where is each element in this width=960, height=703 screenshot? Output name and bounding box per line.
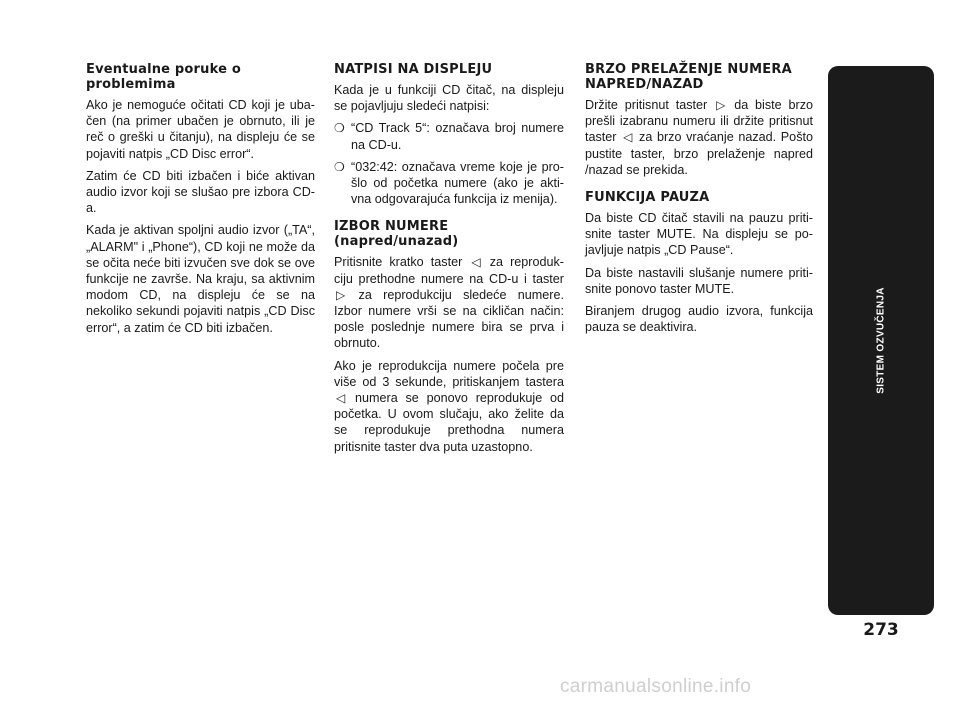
prev-arrow-icon: ◁ bbox=[471, 255, 481, 270]
section-side-tab bbox=[828, 66, 934, 615]
paragraph: Ako je nemoguće očitati CD koji je uba-čen (na primer ubačen je obrnuto, ili je reč o greški u čitanju), na displeju će se pojaviti natpis „CD Disc error“. bbox=[86, 98, 315, 161]
list-item bbox=[334, 120, 564, 152]
column-middle bbox=[334, 62, 564, 461]
paragraph: Držite pritisnut taster ▷ da biste brzo prešli izabranu numeru ili držite pritisnut taster ◁ za brzo vraćanje nazad. Pošto pustite taster, brzo prelaženje napred /nazad se prekida. bbox=[585, 98, 814, 177]
paragraph: Kada je aktivan spoljni audio izvor („TA“, „ALARM" i „Phone“), CD koji ne može da se očita neće biti izvučen sve dok se ove funkcije ne završe. Na kraju, sa aktivnim modom CD, na displeju će se na nekoliko sekundi pojaviti natpis „CD Disc error“, a zatim će CD biti izbačen. bbox=[86, 223, 315, 335]
heading-track-selection: IZBOR NUMERE (napred/unazad) bbox=[334, 219, 459, 250]
next-arrow-icon: ▷ bbox=[716, 98, 726, 112]
bullet-circle-icon: ❍ bbox=[334, 121, 345, 136]
list-item-text: “CD Track 5“: označava broj numere na CD-u. bbox=[351, 121, 564, 152]
paragraph: Da biste nastavili slušanje numere priti-snite ponovo taster MUTE. bbox=[585, 265, 813, 296]
column-right bbox=[585, 62, 813, 341]
section-tab-label: SISTEM OZVUČENJA bbox=[875, 287, 887, 394]
paragraph: Zatim će CD biti izbačen i biće aktivan audio izvor koji se slušao pre izbora CD-a. bbox=[86, 168, 315, 216]
paragraph: Kada je u funkciji CD čitač, na displeju se pojavljuju sledeći natpisi: bbox=[334, 83, 564, 114]
next-arrow-icon: ▷ bbox=[336, 287, 346, 302]
heading-display-messages: NATPISI NA DISPLEJU bbox=[334, 62, 493, 77]
heading-error-messages: Eventualne poruke o problemima bbox=[86, 62, 241, 92]
watermark: carmanualsonline.info bbox=[560, 676, 752, 697]
list-item-text: “032:42: označava vreme koje je pro-šlo od početka numere (ako je akti-vna odgovarajuća funkcija iz menija). bbox=[351, 159, 564, 207]
paragraph: Da biste CD čitač stavili na pauzu priti-snite taster MUTE. Na displeju se po-javljuje natpis „CD Pause“. bbox=[585, 211, 813, 258]
prev-arrow-icon: ◁ bbox=[336, 391, 346, 406]
paragraph: Biranjem drugog audio izvora, funkcija pauza se deaktivira. bbox=[585, 304, 813, 335]
heading-pause-function: FUNKCIJA PAUZA bbox=[585, 190, 710, 206]
paragraph: Ako je reprodukcija numere počela pre više od 3 sekunde, pritiskanjem tastera ◁ numera se ponovo reprodukuje od početka. U ovom slučaju, ako želite da se reprodukuje prethodna numera pritisnite taster dva puta uzastopno. bbox=[334, 358, 565, 454]
page-number: 273 bbox=[863, 620, 899, 640]
bullet-circle-icon: ❍ bbox=[334, 159, 345, 174]
column-left bbox=[86, 62, 315, 342]
list-item bbox=[334, 159, 564, 208]
prev-arrow-icon: ◁ bbox=[623, 130, 633, 145]
paragraph: Pritisnite kratko taster ◁ za reproduk-ciju prethodne numere na CD-u i taster ▷ za reprodukciju sledeće numere. Izbor numere vrši se na cikličan način: posle poslednje numere bira se prva i obrnuto. bbox=[334, 255, 564, 351]
heading-fast-forward-rewind: BRZO PRELAŽENJE NUMERA NAPRED/NAZAD bbox=[585, 62, 792, 92]
